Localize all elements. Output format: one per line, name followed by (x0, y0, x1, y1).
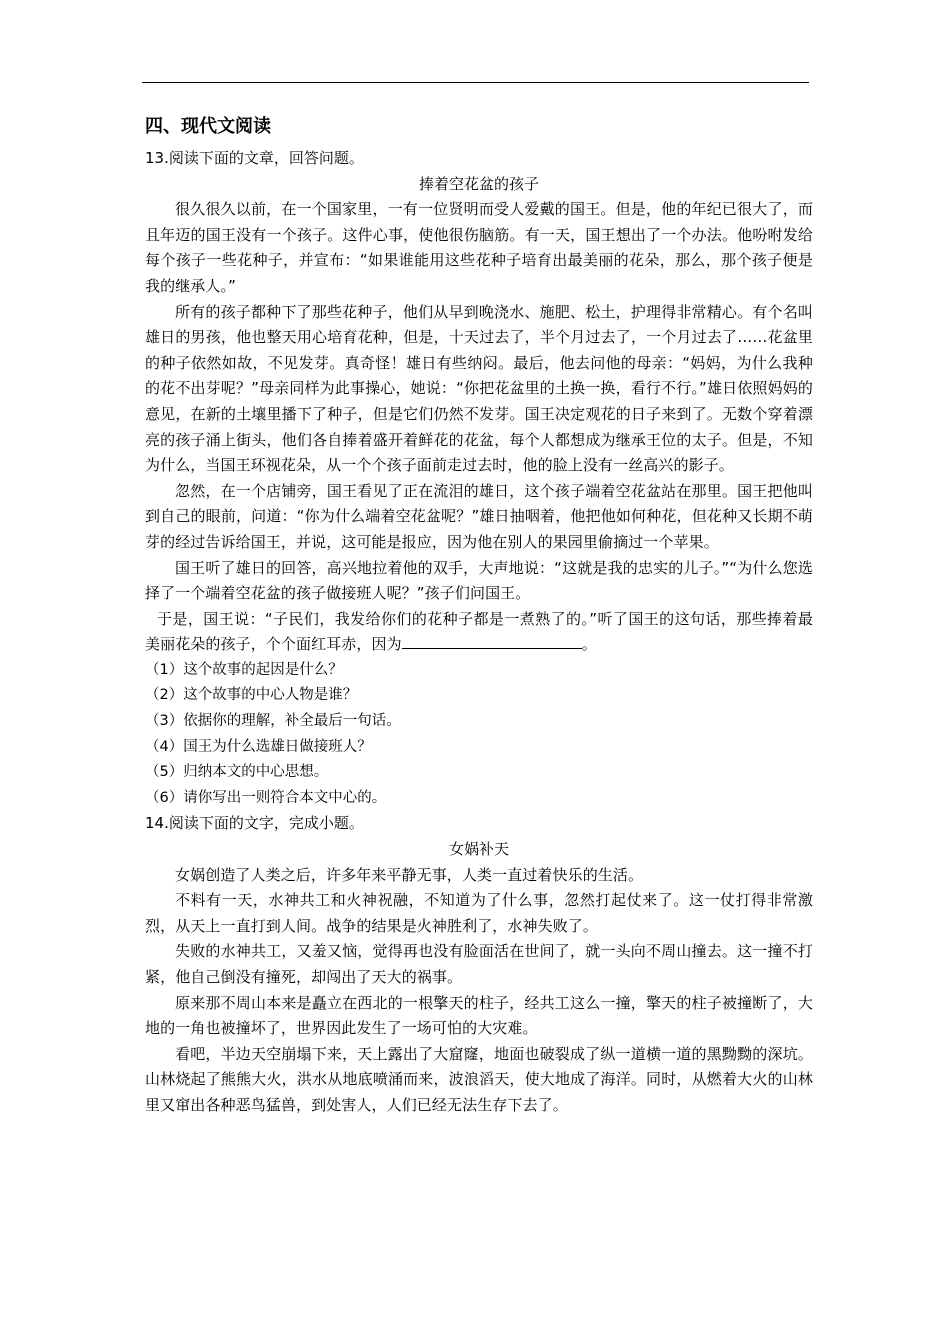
q14-paragraph: 失败的水神共工，又羞又恼，觉得再也没有脸面活在世间了，就一头向不周山撞去。这一撞不打紧，他自己倒没有撞死，却闯出了天大的祸事。 (145, 942, 813, 986)
sub-question: （1）这个故事的起因是什么？ (145, 661, 343, 678)
q14-paragraph: 女娲创造了人类之后，许多年来平静无事，人类一直过着快乐的生活。 (175, 865, 644, 884)
q14-paragraph: 不料有一天，水神共工和火神祝融，不知道为了什么事，忽然打起仗来了。这一仗打得非常激烈，从天上一直打到人间。战争的结果是火神胜利了，水神失败了。 (145, 891, 813, 935)
sub-question: （5）归纳本文的中心思想。 (145, 764, 329, 781)
q13-paragraph: 所有的孩子都种下了那些花种子，他们从早到晚浇水、施肥、松土，护理得非常精心。有个名叫雄日的男孩，他也整天用心培育花种，但是，十天过去了，半个月过去了，一个月过去了……花盆里的种子依然如故，不见发芽。真奇怪！雄日有些纳闷。最后，他去问他的母亲：“妈妈，为什么我种的花不出芽呢？”母亲同样为此事操心，她说：“你把花盆里的土换一换，看行不行。”雄日依照妈妈的意见，在新的土壤里播下了种子，但是它们仍然不发芽。国王决定观花的日子来到了。无数个穿着漂亮的孩子涌上街头，他们各自捧着盛开着鲜花的花盆，每个人都想成为继承王位的太子。但是，不知为什么，当国王环视花朵，从一个个孩子面前走过去时，他的脸上没有一丝高兴的影子。 (145, 302, 813, 475)
q13-paragraph-with-blank (145, 607, 813, 658)
question-14 (145, 811, 813, 1118)
sub-question: （4）国王为什么选雄日做接班人？ (145, 738, 372, 755)
question-14-prompt: 14.阅读下面的文字，完成小题。 (145, 814, 364, 833)
sub-question: （2）这个故事的中心人物是谁？ (145, 687, 358, 704)
sub-question: （6）请你写出一则符合本文中心的。 (145, 789, 387, 806)
q13-last-paragraph-end: 。 (581, 635, 597, 654)
q13-paragraph: 国王听了雄日的回答，高兴地拉着他的双手，大声地说：“这就是我的忠实的儿子。”“为什么您选择了一个端着空花盆的孩子做接班人呢？”孩子们问国王。 (145, 558, 813, 603)
q13-paragraph: 忽然，在一个店铺旁，国王看见了正在流泪的雄日，这个孩子端着空花盆站在那里。国王把他叫到自己的眼前，问道：“你为什么端着空花盆呢？”雄日抽咽着，他把他如何种花，但花种又长期不萌芽的经过告诉给国王，并说，这可能是报应，因为他在别人的果园里偷摘过一个苹果。 (145, 481, 813, 551)
q13-paragraph: 很久很久以前，在一个国家里，一有一位贤明而受人爱戴的国王。但是，他的年纪已很大了，而且年迈的国王没有一个孩子。这件心事，使他很伤脑筋。有一天，国王想出了一个办法。他吩咐发给每个孩子一些花种子，并宣布：“如果谁能用这些花种子培育出最美丽的花朵，那么，那个孩子便是我的继承人。” (145, 200, 813, 295)
article-title-14: 女娲补天 (448, 840, 509, 859)
q14-paragraph: 原来那不周山本来是矗立在西北的一根擎天的柱子，经共工这么一撞，擎天的柱子被撞断了，大地的一角也被撞坏了，世界因此发生了一场可怕的大灾难。 (145, 993, 813, 1038)
header-rule (142, 82, 809, 83)
section-heading: 四、现代文阅读 (145, 116, 271, 137)
question-13 (145, 146, 813, 811)
article-title-13: 捧着空花盆的孩子 (418, 174, 539, 193)
q13-last-paragraph-text: 于是，国王说：“子民们，我发给你们的花种子都是一煮熟了的。”听了国王的这句话，那些捧着最美丽花朵的孩子，个个面红耳赤，因为 (145, 609, 813, 654)
q14-paragraph: 看吧，半边天空崩塌下来，天上露出了大窟窿，地面也破裂成了纵一道横一道的黑黝黝的深坑。山林烧起了熊熊大火，洪水从地底喷涌而来，波浪滔天，使大地成了海洋。同时，从燃着大火的山林里又窜出各种恶鸟猛兽，到处害人，人们已经无法生存下去了。 (145, 1044, 813, 1114)
sub-question: （3）依据你的理解，补全最后一句话。 (145, 713, 401, 730)
page-content (145, 112, 813, 1119)
question-13-prompt: 13.阅读下面的文章，回答问题。 (145, 149, 364, 167)
fill-in-blank[interactable] (402, 634, 582, 649)
